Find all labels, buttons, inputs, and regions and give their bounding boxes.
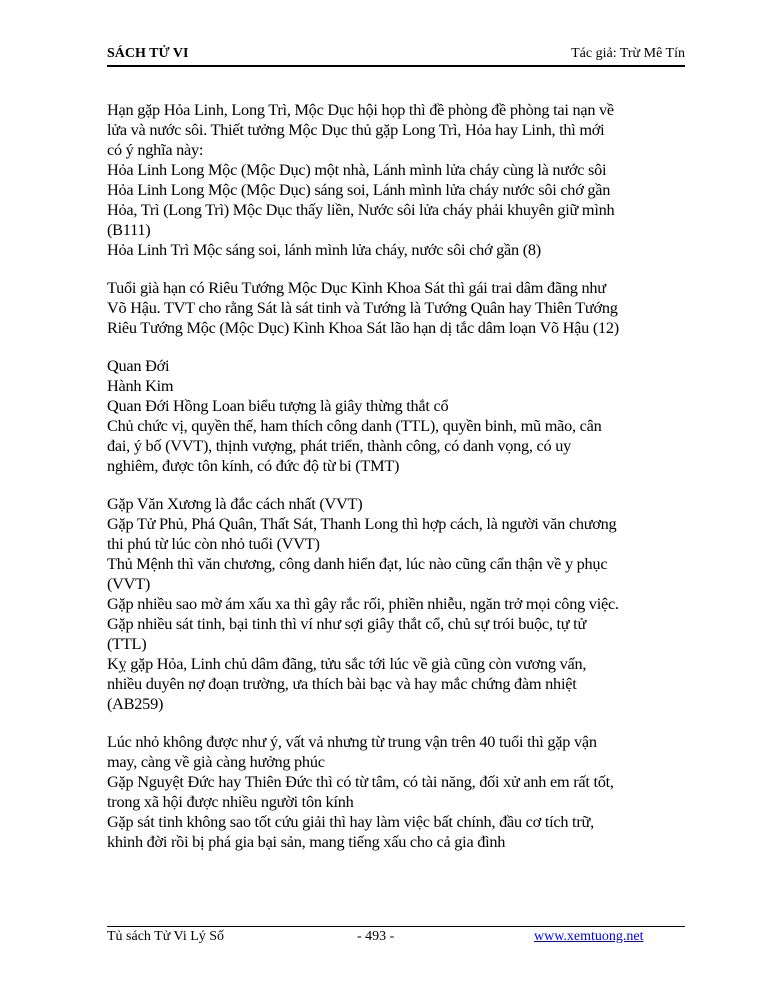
paragraph [107, 356, 685, 476]
text-line: (B111) [107, 220, 151, 239]
text-line: trong xã hội được nhiều người tôn kính [107, 792, 354, 811]
text-line: Tuổi già hạn có Riêu Tướng Mộc Dục Kình Khoa Sát thì gái trai dâm đãng như [107, 278, 606, 297]
text-line: nhiều duyên nợ đoạn trường, ưa thích bài bạc và hay mắc chứng đàm nhiệt [107, 674, 577, 693]
text-line: thi phú từ lúc còn nhỏ tuổi (VVT) [107, 534, 320, 553]
text-line: Chủ chức vị, quyền thế, ham thích công danh (TTL), quyền binh, mũ mão, cân [107, 416, 602, 435]
paragraph [107, 732, 685, 852]
text-line: Gặp Tử Phủ, Phá Quân, Thất Sát, Thanh Long thì hợp cách, là người văn chương [107, 514, 617, 533]
text-line: Hành Kim [107, 376, 174, 395]
text-line: Gặp Văn Xương là đắc cách nhất (VVT) [107, 494, 363, 513]
text-line: Hạn gặp Hỏa Linh, Long Trì, Mộc Dục hội họp thì đề phòng đề phòng tai nạn về [107, 100, 614, 119]
text-line: Quan Đới [107, 356, 170, 375]
text-line: Gặp nhiều sát tinh, bại tinh thì ví như sợi giây thắt cổ, chủ sự trói buộc, tự tử [107, 614, 587, 633]
series-title: Tủ sách Tử Vi Lý Số [107, 929, 225, 944]
text-line: Hỏa Linh Long Mộc (Mộc Dục) một nhà, Lánh mình lửa cháy cùng là nước sôi [107, 160, 607, 179]
website-link[interactable]: www.xemtuong.net [534, 929, 644, 944]
text-line: Quan Đới Hồng Loan biểu tượng là giây thừng thắt cổ [107, 396, 449, 415]
text-line: có ý nghĩa này: [107, 140, 204, 159]
footer-divider [107, 926, 685, 927]
text-line: Gặp Nguyệt Đức hay Thiên Đức thì có từ tâm, có tài năng, đối xử anh em rất tốt, [107, 772, 614, 791]
text-line: Riêu Tướng Mộc (Mộc Dục) Kình Khoa Sát lão hạn dị tắc dâm loạn Võ Hậu (12) [107, 318, 619, 337]
paragraph [107, 494, 685, 714]
text-line: khinh đời rồi bị phá gia bại sản, mang tiếng xấu cho cả gia đình [107, 832, 506, 851]
text-line: (TTL) [107, 634, 147, 653]
text-line: nghiêm, được tôn kính, có đức độ từ bi (TMT) [107, 456, 400, 475]
text-line: Thủ Mệnh thì văn chương, công danh hiển đạt, lúc nào cũng cẩn thận về y phục [107, 554, 608, 573]
paragraph [107, 100, 685, 260]
text-line: lửa và nước sôi. Thiết tưởng Mộc Dục thủ gặp Long Trì, Hỏa hay Linh, thì mới [107, 120, 605, 139]
book-title: SÁCH TỬ VI [107, 46, 189, 61]
page-footer [107, 929, 685, 949]
text-line: Kỵ gặp Hỏa, Linh chủ dâm đãng, tửu sắc tới lúc về già cũng còn vương vấn, [107, 654, 587, 673]
text-line: Gặp sát tinh không sao tốt cứu giải thì hay làm việc bất chính, đầu cơ tích trữ, [107, 812, 594, 831]
text-line: (AB259) [107, 694, 164, 713]
text-line: Hỏa, Trì (Long Trì) Mộc Dục thấy liền, Nước sôi lửa cháy phải khuyên giữ mình [107, 200, 615, 219]
page-body [107, 100, 685, 870]
text-line: Hỏa Linh Trì Mộc sáng soi, lánh mình lửa cháy, nước sôi chớ gần (8) [107, 240, 541, 259]
text-line: Hỏa Linh Long Mộc (Mộc Dục) sáng soi, Lánh mình lửa cháy nước sôi chớ gần [107, 180, 611, 199]
header-divider [107, 65, 685, 67]
text-line: Võ Hậu. TVT cho rằng Sát là sát tinh và Tướng là Tướng Quân hay Thiên Tướng [107, 298, 618, 317]
author-credit: Tác giả: Trừ Mê Tín [571, 46, 685, 61]
page-header [107, 46, 685, 66]
text-line: Gặp nhiều sao mờ ám xấu xa thì gây rắc rối, phiền nhiễu, ngăn trở mọi công việc. [107, 594, 619, 613]
text-line: (VVT) [107, 574, 151, 593]
text-line: may, càng về già càng hưởng phúc [107, 752, 325, 771]
text-line: Lúc nhỏ không được như ý, vất vả nhưng từ trung vận trên 40 tuổi thì gặp vận [107, 732, 597, 751]
paragraph [107, 278, 685, 338]
text-line: đai, ý bố (VVT), thịnh vượng, phát triển, thành công, có danh vọng, có uy [107, 436, 572, 455]
page-number: - 493 - [357, 929, 395, 944]
